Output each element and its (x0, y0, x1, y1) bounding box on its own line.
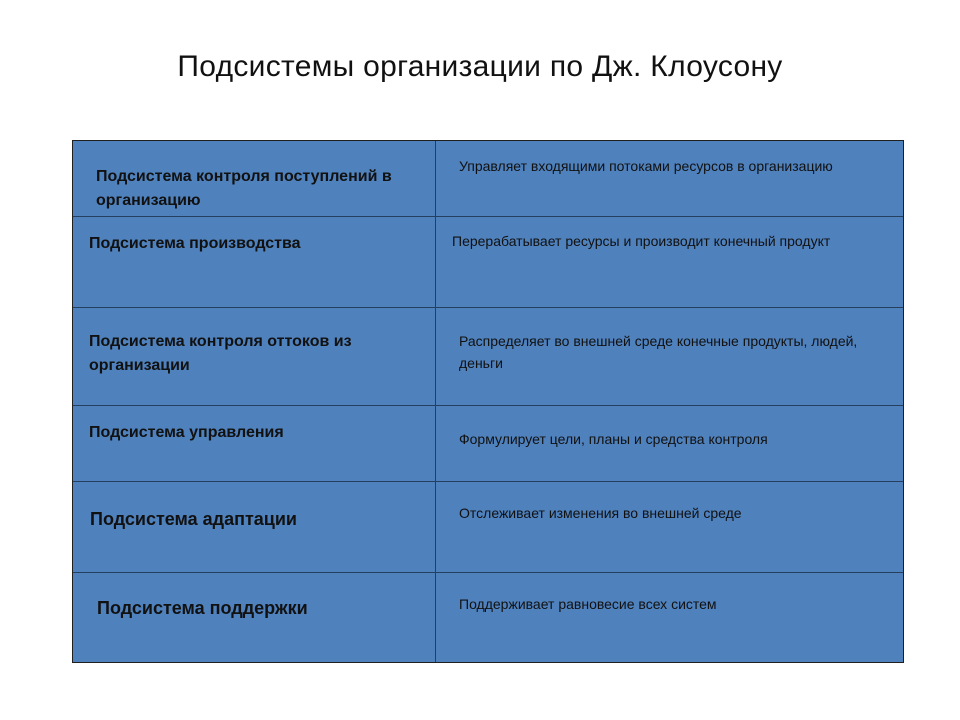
subsystems-table (72, 140, 904, 663)
subsystem-name: Подсистема производства (89, 235, 301, 252)
subsystem-description: Отслеживает изменения во внешней среде (459, 505, 742, 521)
subsystem-name: Подсистема управления (89, 424, 284, 441)
table-row (73, 405, 903, 482)
slide-title: Подсистемы организации по Дж. Клоусону (177, 50, 783, 83)
subsystem-description: Перерабатывает ресурсы и производит конечный продукт (452, 233, 831, 249)
table-row (73, 216, 903, 308)
subsystem-name: Подсистема контроля поступлений в организацию (96, 168, 392, 209)
table-row (73, 572, 903, 665)
table-row (73, 481, 903, 573)
table-row (73, 141, 903, 216)
subsystem-name: Подсистема адаптации (90, 509, 297, 529)
subsystem-name: Подсистема поддержки (97, 598, 308, 618)
subsystem-description: Поддерживает равновесие всех систем (459, 596, 717, 612)
subsystem-description: Распределяет во внешней среде конечные продукты, людей, деньги (459, 333, 858, 371)
subsystem-description: Формулирует цели, планы и средства контроля (459, 431, 768, 447)
subsystem-description: Управляет входящими потоками ресурсов в организацию (459, 158, 833, 174)
subsystem-name: Подсистема контроля оттоков из организации (89, 333, 352, 374)
table-row (73, 307, 903, 406)
